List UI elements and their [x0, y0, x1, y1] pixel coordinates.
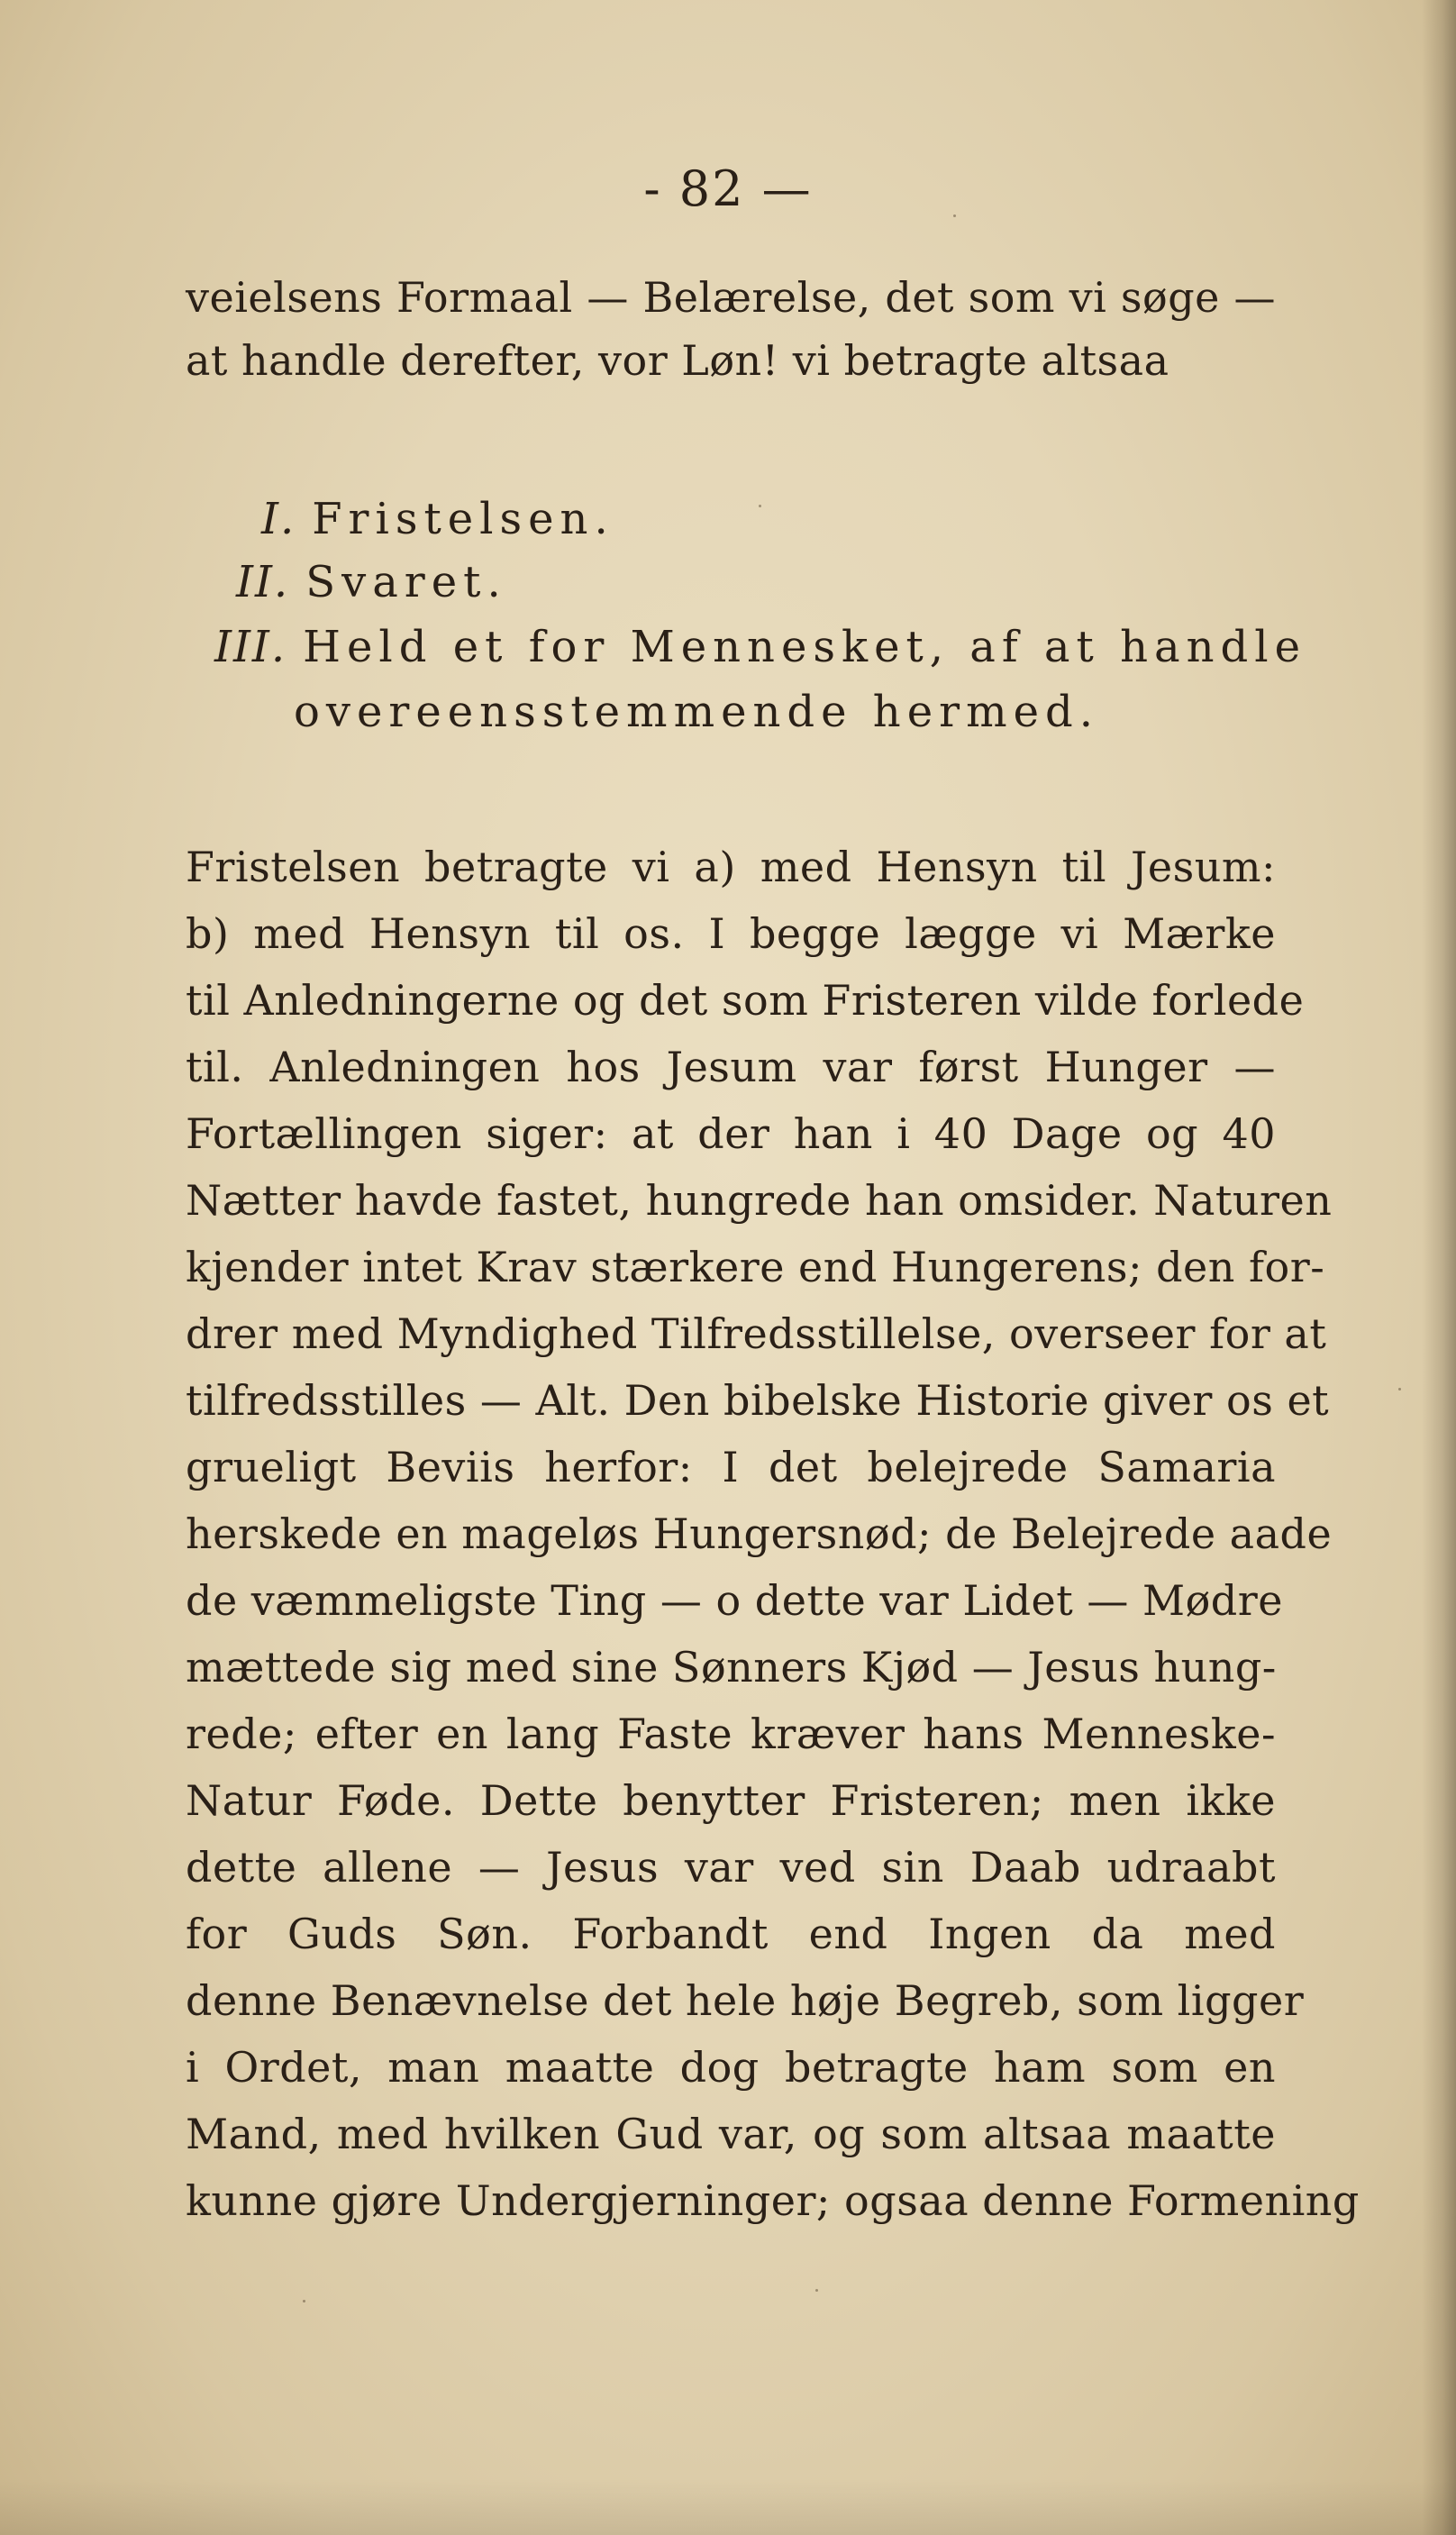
body-line: tilfredsstilles — Alt. Den bibelske Historie giver os et: [186, 1376, 1330, 1425]
intro-line: veielsens Formaal — Belærelse, det som vi søge —: [186, 273, 1276, 322]
outline-numeral: II.: [236, 557, 290, 607]
body-line: denne Benævnelse det hele høje Begreb, som ligger: [186, 1976, 1305, 2025]
body-line: til. Anledningen hos Jesum var først Hunger —: [186, 1043, 1276, 1091]
body-line: kjender intet Krav stærkere end Hungerens; den for-: [186, 1243, 1325, 1291]
paper-speck: [759, 505, 761, 507]
outline-item: [214, 622, 1306, 672]
body-line: Mand, med hvilken Gud var, og som altsaa maatte: [186, 2110, 1276, 2158]
body-line: drer med Myndighed Tilfredsstillelse, overseer for at: [186, 1309, 1327, 1358]
body-line: mættede sig med sine Sønners Kjød — Jesus hung-: [186, 1643, 1277, 1692]
body-line: herskede en mageløs Hungersnød; de Belejrede aade: [186, 1509, 1333, 1558]
page-number: - 82 —: [643, 160, 813, 217]
outline-text: Svaret.: [305, 557, 507, 607]
outline-text: overeensstemmende hermed.: [294, 687, 1099, 737]
outline-item: [294, 687, 1099, 737]
outline-item: [261, 494, 614, 544]
outline-text: Fristelsen.: [312, 494, 614, 544]
body-line: Fristelsen betragte vi a) med Hensyn til Jesum:: [186, 843, 1276, 891]
body-line: Natur Føde. Dette benytter Fristeren; men ikke: [186, 1776, 1276, 1825]
body-line: til Anledningerne og det som Fristeren vilde forlede: [186, 976, 1305, 1025]
page-edge-shadow: [1422, 0, 1456, 2535]
paper-speck: [1398, 1388, 1401, 1391]
paper-speck: [953, 214, 956, 217]
outline-item: [236, 557, 507, 607]
outline-text: Held et for Mennesket, af at handle: [303, 622, 1307, 672]
outline-numeral: III.: [214, 622, 287, 672]
body-line: i Ordet, man maatte dog betragte ham som en: [186, 2043, 1276, 2092]
body-line: dette allene — Jesus var ved sin Daab udraabt: [186, 1843, 1276, 1892]
body-line: de væmmeligste Ting — o dette var Lidet — Mødre: [186, 1576, 1283, 1625]
outline-numeral: I.: [261, 494, 296, 544]
body-line: for Guds Søn. Forbandt end Ingen da med: [186, 1910, 1276, 1958]
intro-line: at handle derefter, vor Løn! vi betragte altsaa: [186, 336, 1169, 385]
body-line: Nætter havde fastet, hungrede han omsider. Naturen: [186, 1176, 1333, 1225]
paper-speck: [815, 2289, 818, 2292]
page-bottom-edge: [0, 2481, 1456, 2535]
body-line: grueligt Beviis herfor: I det belejrede Samaria: [186, 1443, 1276, 1491]
body-line: Fortællingen siger: at der han i 40 Dage og 40: [186, 1109, 1276, 1158]
body-line: b) med Hensyn til os. I begge lægge vi Mærke: [186, 909, 1276, 958]
body-line: rede; efter en lang Faste kræver hans Menneske-: [186, 1710, 1276, 1758]
paper-speck: [303, 2300, 305, 2302]
body-line: kunne gjøre Undergjerninger; ogsaa denne Formening: [186, 2176, 1360, 2225]
